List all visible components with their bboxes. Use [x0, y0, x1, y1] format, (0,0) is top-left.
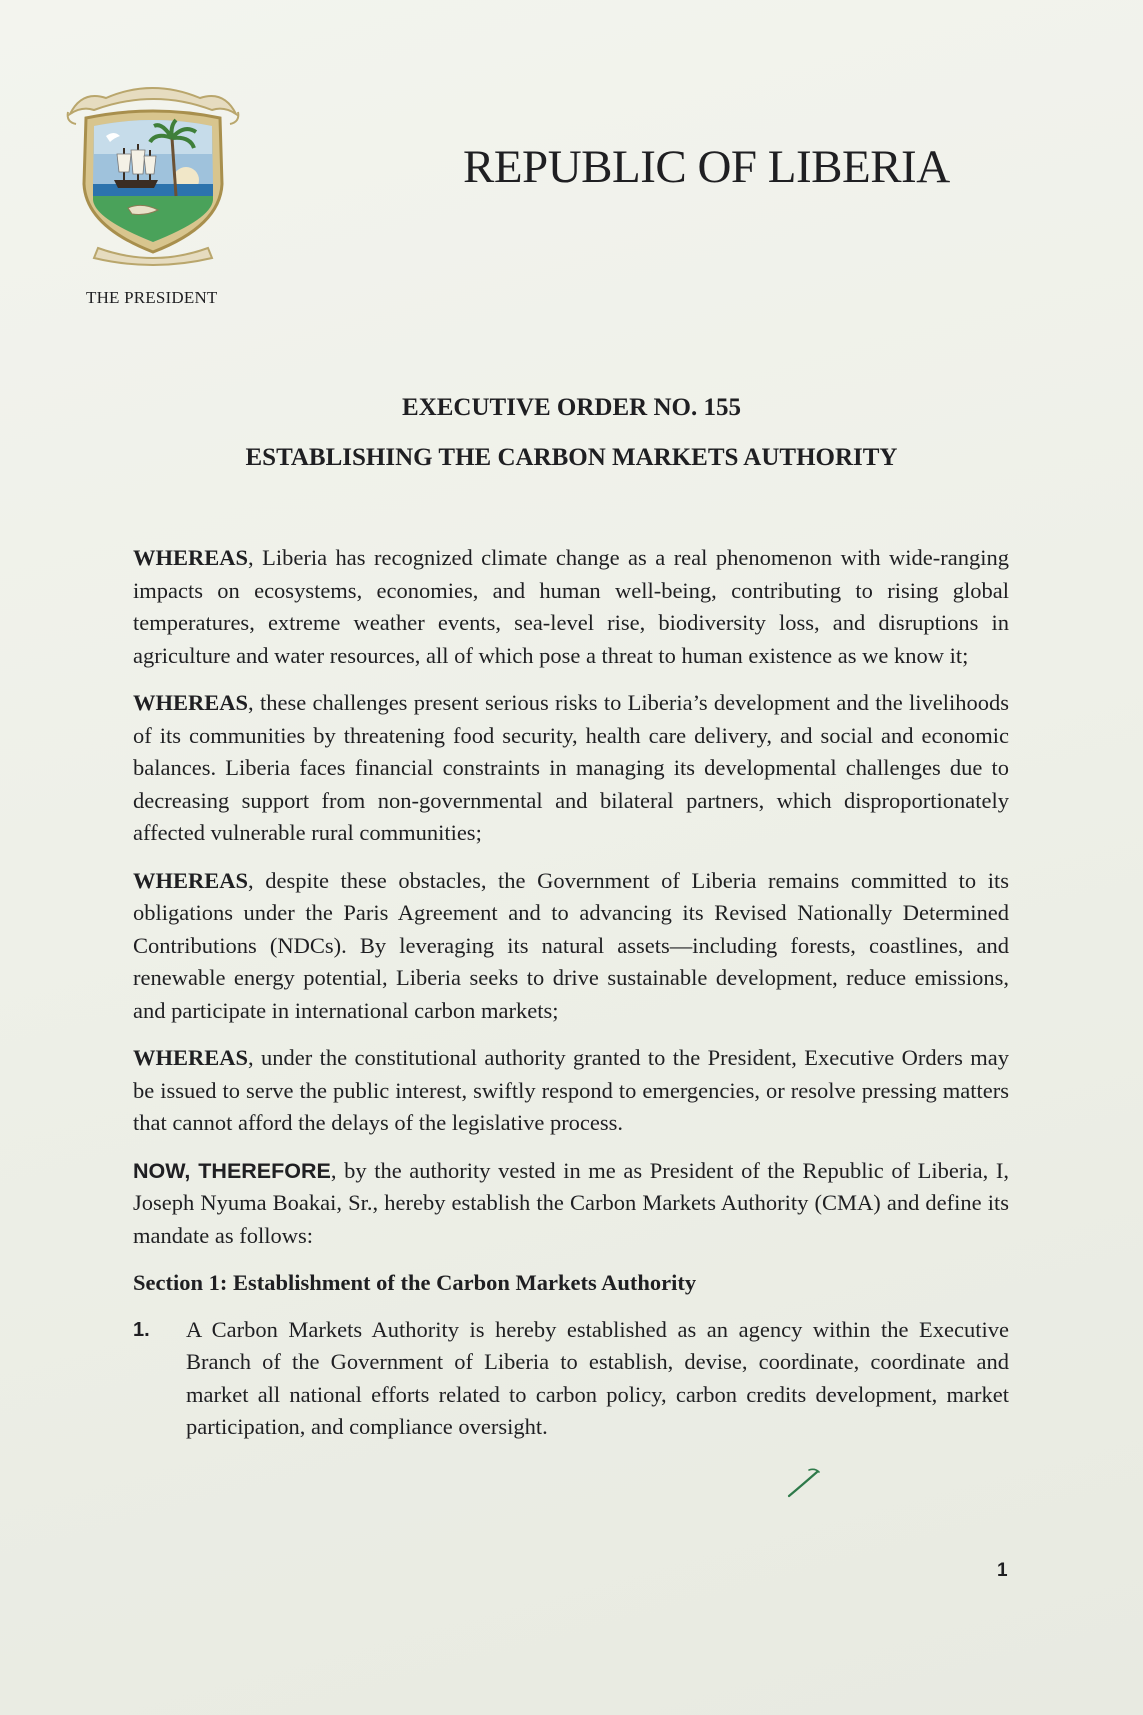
coat-of-arms-seal-icon: [62, 76, 244, 266]
handwritten-check-mark-icon: [787, 1466, 823, 1502]
president-label: THE PRESIDENT: [86, 288, 218, 307]
whereas-keyword: WHEREAS: [133, 1045, 249, 1070]
list-item-text: A Carbon Markets Authority is hereby established as an agency within the Executive Branch of the Government of Liberia to establish, devise, coordinate, coordinate and market all national efforts related to carbon policy, carbon credits development, market participation, and compliance oversight.: [186, 1316, 1009, 1439]
paragraph-text: , despite these obstacles, the Government of Liberia remains committed to its obligations under the Paris Agreement and to advancing its Revised Nationally Determined Contributions (NDCs). By leveraging its natural assets—including forests, coastlines, and renewable energy potential, Liberia seeks to drive sustainable development, reduce emissions, and participate in international carbon markets;: [133, 867, 1009, 1023]
now-therefore-paragraph: [133, 1155, 1009, 1253]
executive-order-number: EXECUTIVE ORDER NO. 155: [402, 394, 741, 421]
whereas-keyword: WHEREAS: [133, 690, 249, 715]
paragraph-text: , under the constitutional authority granted to the President, Executive Orders may be issued to serve the public interest, swiftly respond to emergencies, or resolve pressing matters that cannot afford the delays of the legislative process.: [133, 1045, 1009, 1135]
page-number: 1: [997, 1560, 1008, 1581]
whereas-paragraph-4: [133, 1042, 1009, 1140]
now-therefore-keyword: NOW, THEREFORE: [133, 1158, 331, 1183]
order-body: [133, 542, 1009, 1444]
whereas-paragraph-2: [133, 687, 1009, 850]
whereas-keyword: WHEREAS: [133, 545, 249, 570]
page-title: REPUBLIC OF LIBERIA: [463, 141, 950, 193]
whereas-paragraph-3: [133, 865, 1009, 1028]
whereas-keyword: WHEREAS: [133, 867, 249, 893]
list-item-number: 1.: [133, 1318, 150, 1341]
paragraph-text: , by the authority vested in me as President of the Republic of Liberia, I, Joseph Nyuma Boakai, Sr., hereby establish the Carbon Markets Authority (CMA) and define its mandate as follows:: [133, 1157, 1009, 1248]
executive-order-title: ESTABLISHING THE CARBON MARKETS AUTHORITY: [245, 444, 898, 471]
whereas-paragraph-1: [133, 542, 1009, 672]
section-1-heading: Section 1: Establishment of the Carbon Markets Authority: [133, 1270, 697, 1295]
paragraph-text: , Liberia has recognized climate change as a real phenomenon with wide-ranging impacts on ecosystems, economies, and human well-being, contributing to rising global temperatures, extreme weather events, sea-level rise, biodiversity loss, and disruptions in agriculture and water resources, all of which pose a threat to human existence as we know it;: [133, 545, 1009, 668]
paragraph-text: , these challenges present serious risks to Liberia’s development and the livelihoods of its communities by threatening food security, health care delivery, and social and economic balances. Liberia faces financial constraints in managing its developmental challenges due to decreasing support from non-governmental and bilateral partners, which disproportionately affected vulnerable rural communities;: [133, 690, 1009, 845]
list-item: [133, 1314, 1009, 1444]
